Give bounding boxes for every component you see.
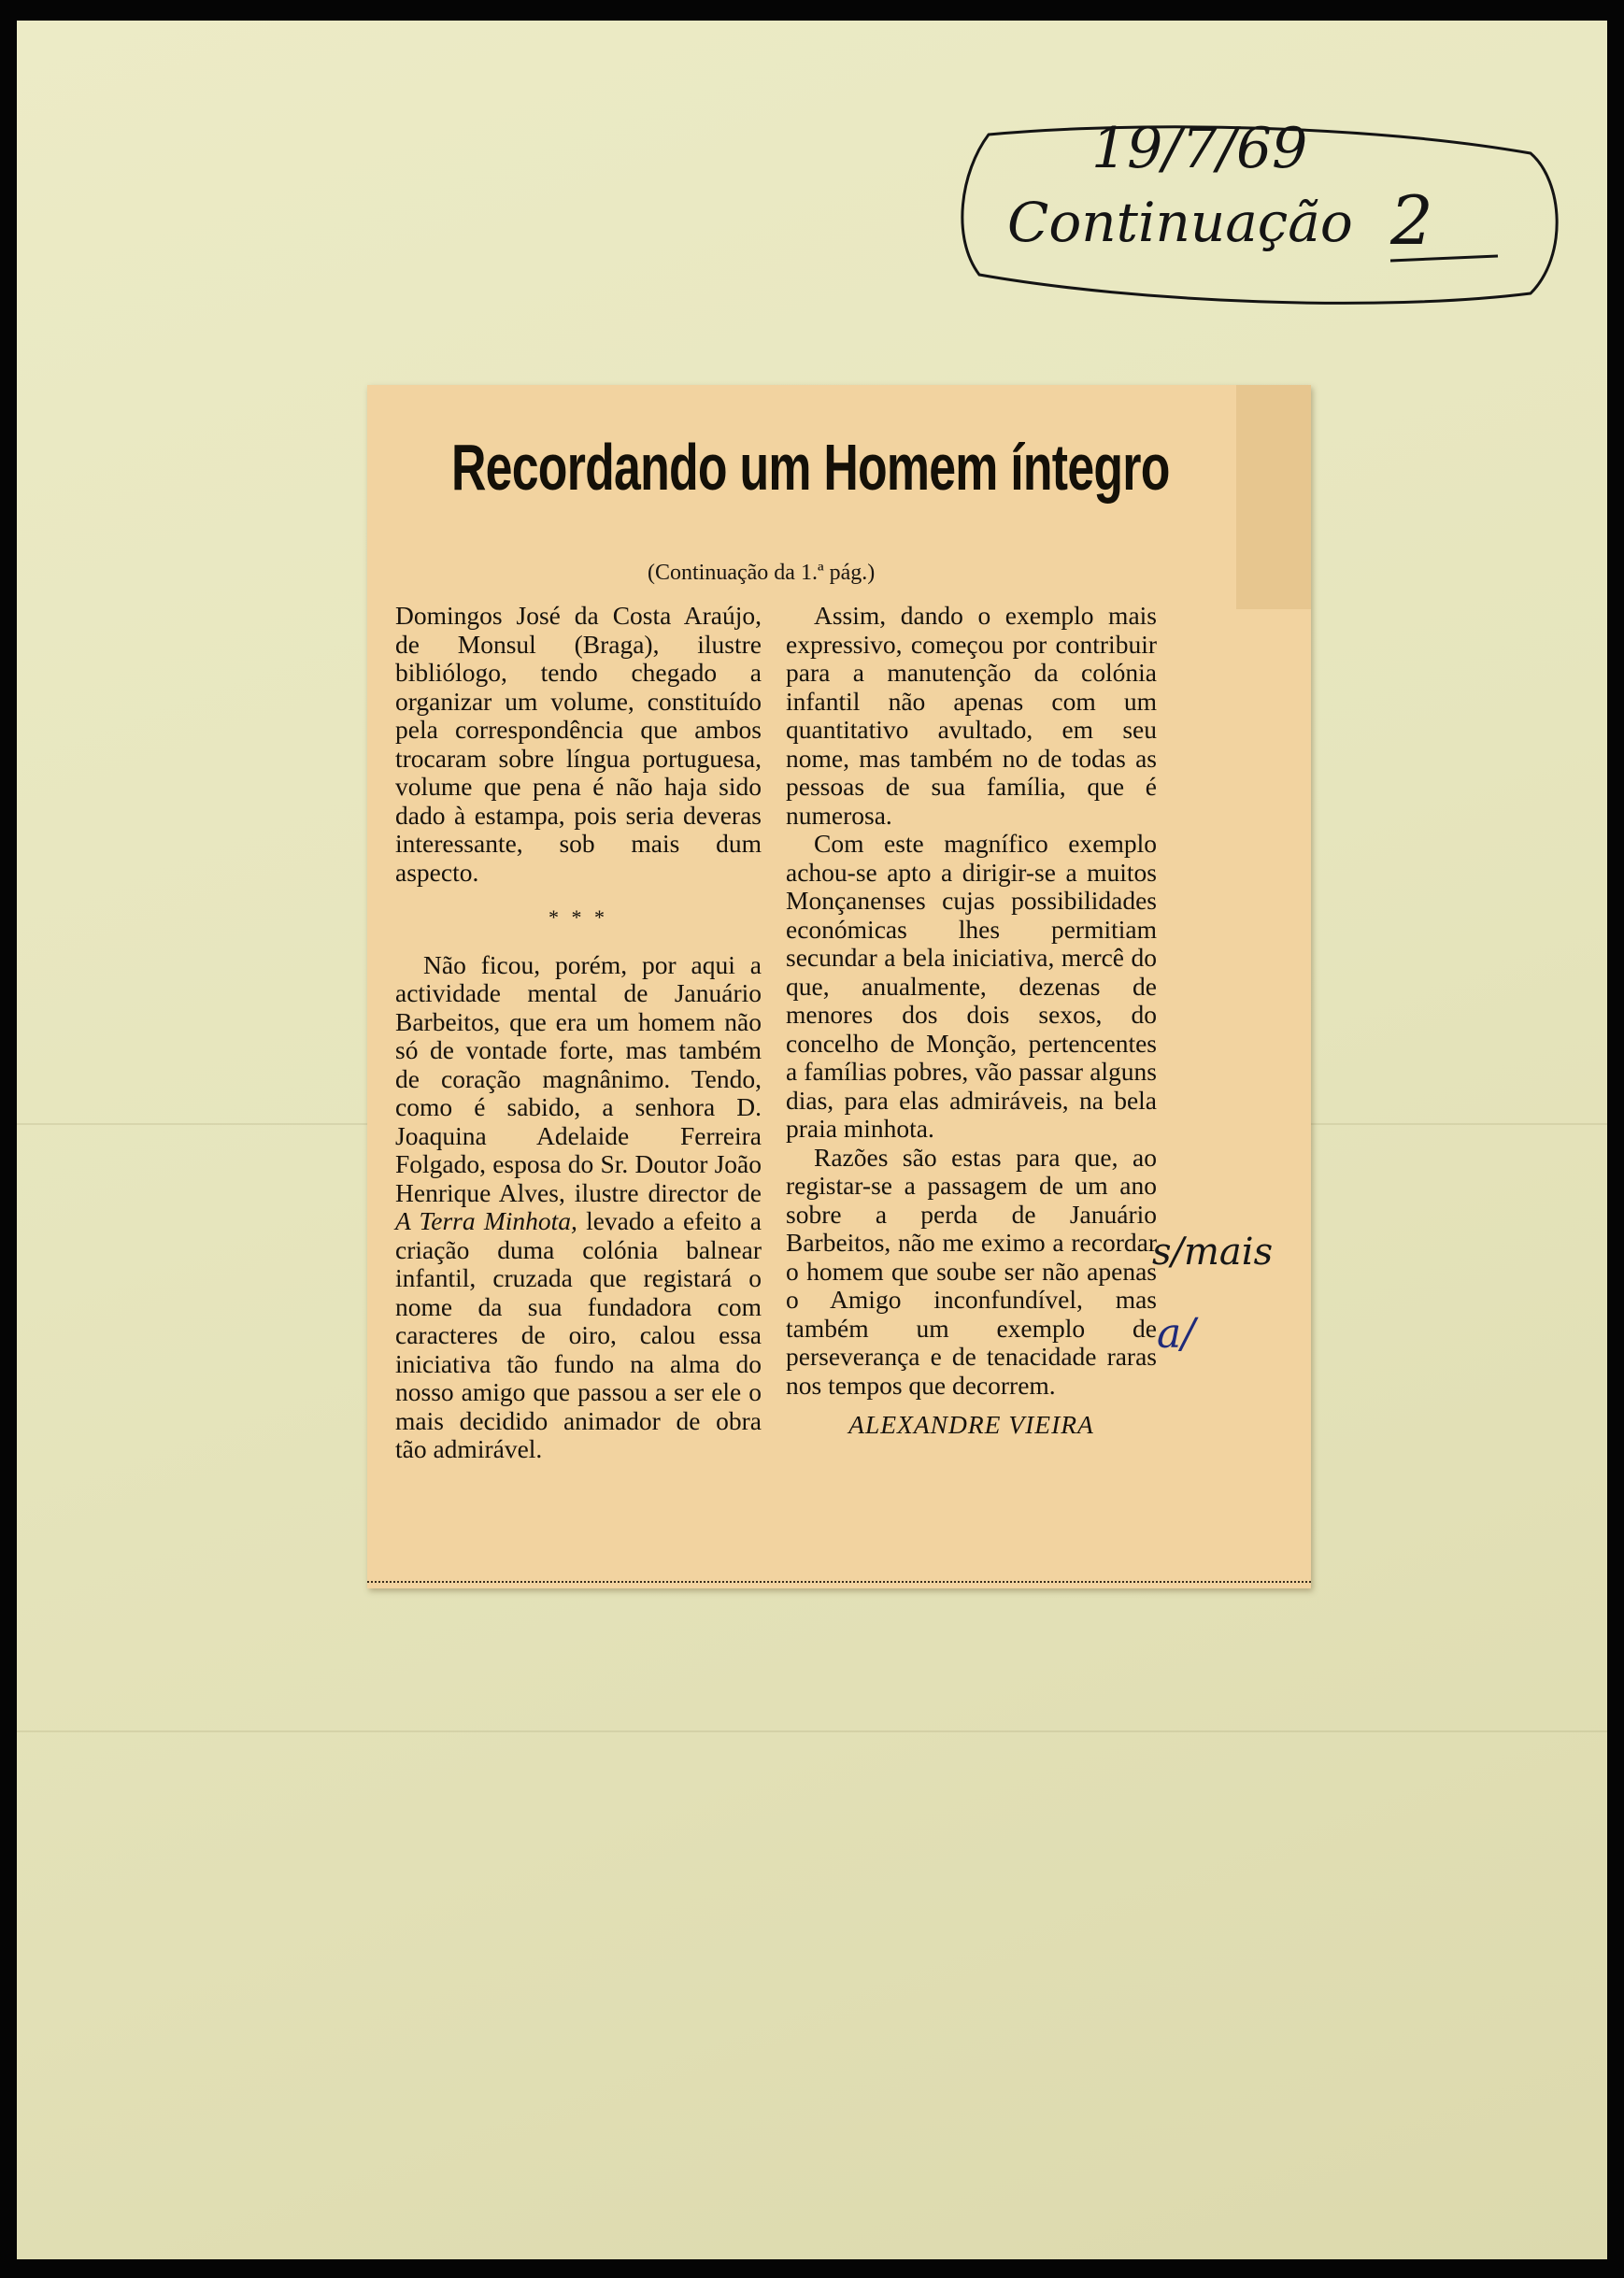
annotation-number: 2 xyxy=(1390,181,1433,260)
margin-note-a: a/ xyxy=(1157,1310,1196,1358)
paper-fold xyxy=(17,1730,1607,1732)
continuation-note: (Continuação da 1.ª pág.) xyxy=(648,561,876,585)
annotation-word: Continuação xyxy=(1007,191,1353,254)
article-paragraph xyxy=(395,951,762,1464)
clipping-bottom-rule xyxy=(367,1581,1311,1583)
article-column-right xyxy=(786,602,1157,1440)
article-paragraph: Razões são estas para que, ao registar-se a passagem de um ano sobre a perda de Januário Barbeitos, não me eximo a recordar o homem que soube ser não apenas o Amigo inconfundível, mas também um exemplo de perseverança e de tenacidade raras nos tempos que decorrem. xyxy=(786,1142,1157,1400)
article-paragraph: Com este magnífico exemplo achou-se apto a dirigir-se a muitos Monçanenses cujas possibilidades económicas lhes permitiam secundar a bela iniciativa, mercê do que, anualmente, dezenas de menores dos dois sexos, do concelho de Monção, pertencentes a famílias pobres, vão passar alguns dias, para elas admiráveis, na bela praia minhota. xyxy=(786,829,1157,1143)
publication-title: A Terra Minhota, xyxy=(395,1206,577,1235)
annotation-date: 19/7/69 xyxy=(1091,116,1308,181)
paper-stain xyxy=(1236,385,1311,609)
section-separator: * * * xyxy=(548,905,608,929)
article-paragraph: Assim, dando o exemplo mais expressivo, começou por contribuir para a manutenção da colónia infantil não apenas com um quantitativo avultado, em seu nome, mas também no de todas as pessoas de sua família, que é numerosa. xyxy=(786,601,1157,830)
author-signature: ALEXANDRE VIEIRA xyxy=(848,1410,1094,1439)
document-sheet xyxy=(17,21,1607,2259)
margin-note-smais: s/mais xyxy=(1152,1231,1274,1274)
clipping-headline: Recordando um Homem íntegro xyxy=(451,431,1170,504)
paragraph-text: Não ficou, porém, por aqui a actividade mental de Januário Barbeitos, que era um homem não só de vontade forte, mas também de coração magnânimo. Tendo, como é sabido, a senhora D. Joaquina Adelaide Ferreira Folgado, esposa do Sr. Doutor João Henrique Alves, ilustre director de xyxy=(395,949,762,1207)
handwritten-annotation xyxy=(951,97,1568,321)
paragraph-text: levado a efeito a criação duma colónia balnear infantil, cruzada que registará o nome da sua fundadora com caracteres de oiro, calou essa iniciativa tão fundo na alma do nosso amigo que passou a ser ele o mais decidido animador de obra tão admirável. xyxy=(395,1206,762,1463)
article-column-left xyxy=(395,602,762,1464)
newspaper-clipping xyxy=(367,385,1311,1588)
article-paragraph: Domingos José da Costa Araújo, de Monsul (Braga), ilustre bibliólogo, tendo chegado a organizar um volume, constituído pela correspondência que ambos trocaram sobre língua portuguesa, volume que pena é não haja sido dado à estampa, pois seria deveras interessante, sob mais dum aspecto. xyxy=(395,601,762,887)
